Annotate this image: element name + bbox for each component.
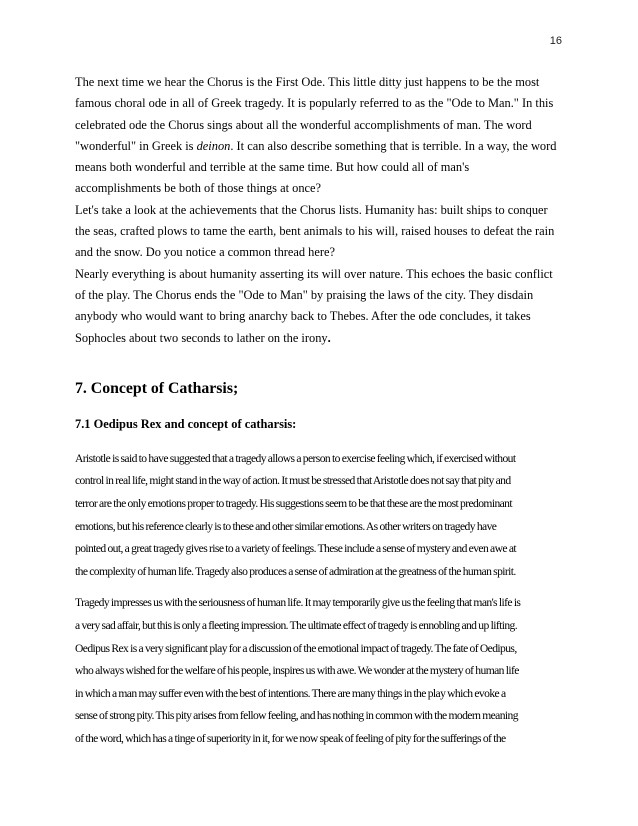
italic-term: deinon: [196, 138, 231, 153]
text-line: control in real life, might stand in the way of action. It must be stressed that Aristotle does not say that pity and: [75, 474, 511, 488]
text-line: Oedipus Rex is a very significant play for a discussion of the emotional impact of tragedy. The fate of Oedipus,: [75, 641, 517, 655]
subsection-heading: 7.1 Oedipus Rex and concept of catharsis:: [75, 416, 297, 431]
body-paragraph-1: [75, 448, 570, 584]
text-line: of the word, which has a tinge of superiority in it, for we now speak of feeling of pity for the sufferings of the: [75, 731, 506, 745]
text-line: Nearly everything is about humanity asserting its will over nature. This echoes the basic conflict: [75, 266, 553, 281]
text-line: emotions, but his reference clearly is to these and other similar emotions. As other writers on tragedy have: [75, 519, 497, 533]
text-line: of the play. The Chorus ends the "Ode to Man" by praising the laws of the city. They disdain: [75, 287, 534, 302]
text-line: Tragedy impresses us with the seriousness of human life. It may temporarily give us the feeling that man's life is: [75, 596, 521, 610]
text-line: Let's take a look at the achievements that the Chorus lists. Humanity has: built ships to conquer: [75, 202, 548, 217]
text-line: who always wished for the welfare of his people, inspires us with awe. We wonder at the mystery of human life: [75, 664, 519, 678]
body-paragraph-2: [75, 592, 570, 750]
text-line: famous choral ode in all of Greek tragedy. It is popularly referred to as the "Ode to Man." In this: [75, 96, 554, 111]
text-line: "wonderful" in Greek is: [75, 138, 197, 153]
text-line: terror are the only emotions proper to tragedy. His suggestions seem to be that these are the most predominant: [75, 497, 513, 511]
bold-period: .: [327, 330, 331, 345]
text-line: means both wonderful and terrible at the same time. But how could all of man's: [75, 160, 470, 175]
text-line: The next time we hear the Chorus is the First Ode. This little ditty just happens to be the most: [75, 75, 540, 89]
intro-paragraph: [75, 72, 570, 349]
text-line: a very sad affair, but this is only a fleeting impression. The ultimate effect of tragedy is ennobling and up lifting.: [75, 619, 518, 633]
text-line: anybody who would want to bring anarchy back to Thebes. After the ode concludes, it takes: [75, 309, 531, 324]
text-line: accomplishments be both of those things at once?: [75, 181, 322, 196]
page-content: [75, 72, 570, 751]
text-line: the complexity of human life. Tragedy also produces a sense of admiration at the greatness of the human spirit.: [75, 564, 516, 578]
section-heading: 7. Concept of Catharsis;: [75, 379, 239, 397]
text-line: pointed out, a great tragedy gives rise to a variety of feelings. These include a sense of mystery and even awe at: [75, 542, 516, 556]
text-line: Aristotle is said to have suggested that a tragedy allows a person to exercise feeling which, if exercised without: [75, 451, 516, 465]
text-line: celebrated ode the Chorus sings about all the wonderful accomplishments of man. The word: [75, 117, 532, 132]
text-line: sense of strong pity. This pity arises from fellow feeling, and has nothing in common with the modern meaning: [75, 709, 518, 723]
text-line: in which a man may suffer even with the best of intentions. There are many things in the play which evoke a: [75, 686, 506, 700]
text-line: Sophocles about two seconds to lather on the irony: [75, 330, 328, 345]
text-line: and the snow. Do you notice a common thread here?: [75, 245, 336, 260]
text-line: the seas, crafted plows to tame the earth, bent animals to his will, raised houses to defeat the rain: [75, 224, 555, 239]
text-line: . It can also describe something that is terrible. In a way, the word: [230, 138, 557, 153]
page-number: 16: [549, 35, 562, 47]
